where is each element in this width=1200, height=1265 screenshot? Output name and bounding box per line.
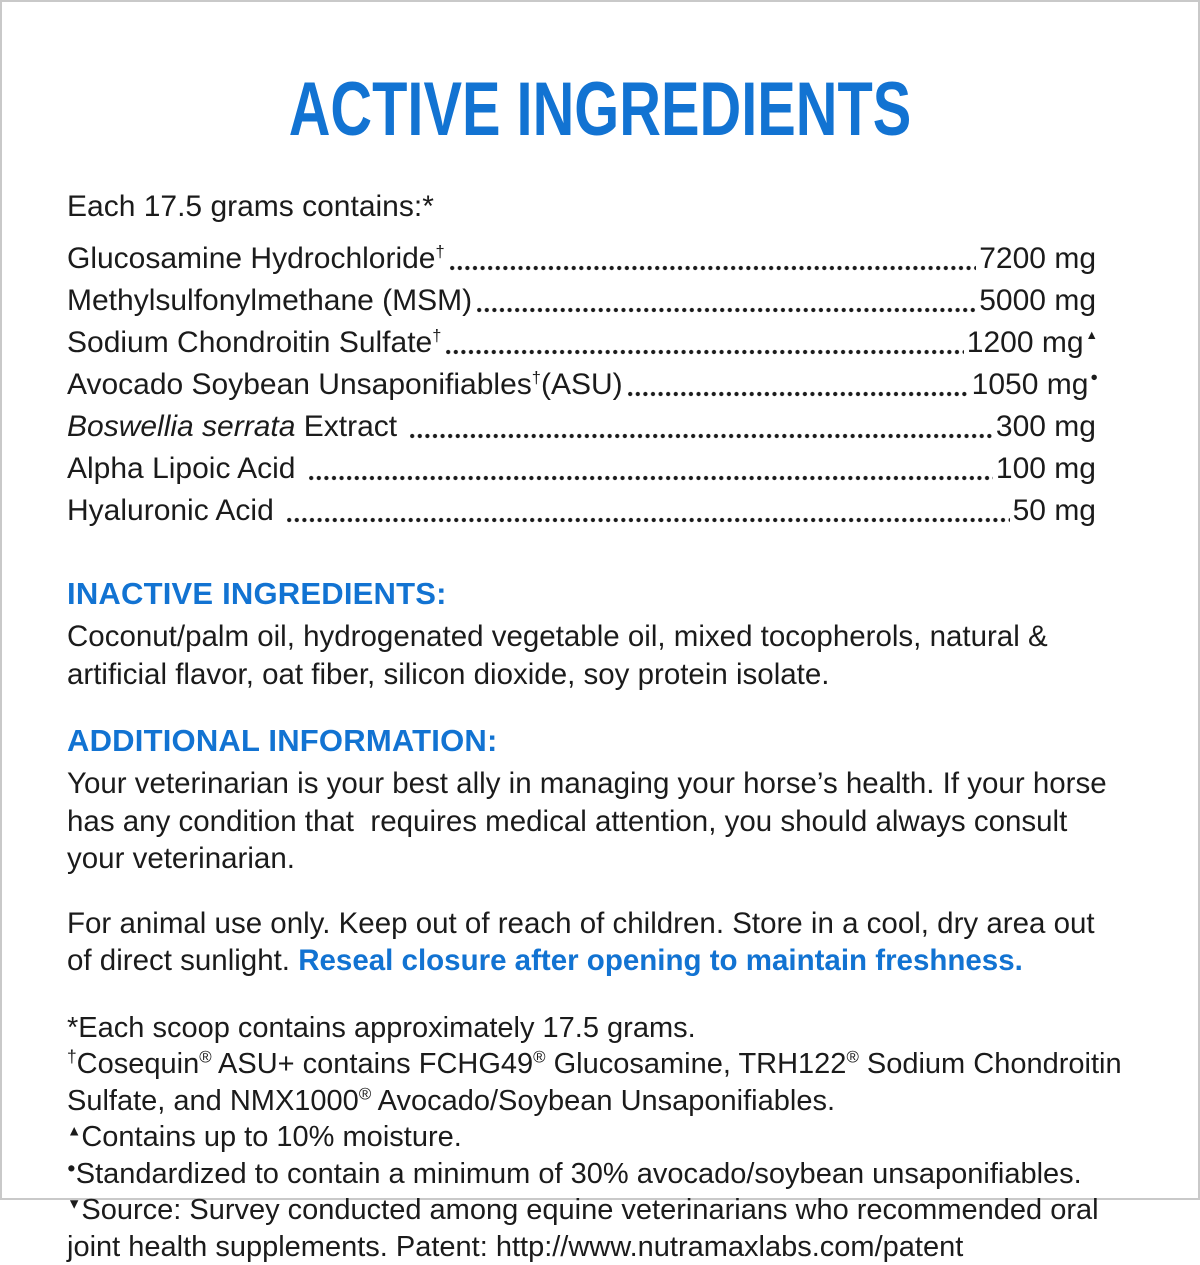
footnote-marker: ▲: [67, 1123, 81, 1139]
ingredient-row: [67, 238, 1098, 280]
footnote-marker: †: [67, 1046, 77, 1066]
ingredient-name: Hyaluronic Acid: [67, 490, 282, 532]
footnote-trademarks: †Cosequin® ASU+ contains FCHG49® Glucosamine, TRH122® Sodium Chondroitin Sulfate, and NMX1000® Avocado/Soybean Unsaponifiables.: [67, 1046, 1126, 1119]
page-title: ACTIVE INGREDIENTS: [146, 72, 1055, 148]
additional-information-body: Your veterinarian is your best ally in managing your horse’s health. If your horse has any condition that requires medical attention, you should always consult your veterinarian.: [67, 765, 1126, 878]
footnote-marker: ●: [67, 1160, 76, 1176]
footnote-standardized: ●Standardized to contain a minimum of 30% avocado/soybean unsaponifiables.: [67, 1156, 1126, 1193]
usage-warning-text: For animal use only. Keep out of reach of children. Store in a cool, dry area out of direct sunlight.: [67, 907, 1103, 978]
ingredient-row: [67, 322, 1098, 364]
ingredient-name: Alpha Lipoic Acid: [67, 448, 304, 490]
ingredient-amount: 5000 mg: [979, 280, 1098, 322]
ingredient-row: [67, 280, 1098, 322]
ingredient-amount: 100 mg: [996, 448, 1098, 490]
ingredient-name: Glucosamine Hydrochloride†: [67, 238, 445, 280]
ingredient-amount: 1050 mg ●: [972, 364, 1098, 406]
ingredient-row: [67, 364, 1098, 406]
active-ingredients-list: [67, 238, 1126, 532]
ingredient-amount: 7200 mg: [979, 238, 1098, 280]
additional-information-heading: ADDITIONAL INFORMATION:: [67, 723, 1126, 759]
inactive-ingredients-body: Coconut/palm oil, hydrogenated vegetable oil, mixed tocopherols, natural & artificial flavor, oat fiber, silicon dioxide, soy protein isolate.: [67, 618, 1126, 693]
dot-leader: [446, 349, 963, 355]
ingredient-row: [67, 448, 1098, 490]
dot-leader: [477, 307, 976, 313]
dot-leader: [410, 433, 992, 439]
ingredient-row: [67, 490, 1098, 532]
ingredient-name: Avocado Soybean Unsaponifiables†(ASU): [67, 364, 623, 406]
footnote-marker: ▼: [67, 1196, 81, 1212]
footnote-moisture: ▲Contains up to 10% moisture.: [67, 1119, 1126, 1156]
dot-leader: [628, 391, 969, 397]
footnote-source-patent: ▼Source: Survey conducted among equine veterinarians who recommended oral joint health supplements. Patent: http://www.nutramaxlabs.com/patent: [67, 1192, 1126, 1265]
ingredient-amount: 50 mg: [1013, 490, 1098, 532]
ingredient-name: Boswellia serrata Extract: [67, 406, 405, 448]
ingredient-name: Sodium Chondroitin Sulfate†: [67, 322, 441, 364]
dot-leader: [450, 265, 977, 271]
dot-leader: [287, 517, 1010, 523]
ingredient-name: Methylsulfonylmethane (MSM): [67, 280, 472, 322]
footnote-marker: *: [67, 1012, 78, 1044]
inactive-ingredients-heading: INACTIVE INGREDIENTS:: [67, 576, 1126, 612]
footnotes-block: [67, 1010, 1126, 1265]
footnote-scoop: *Each scoop contains approximately 17.5 grams.: [67, 1010, 1126, 1047]
serving-size-line: Each 17.5 grams contains:*: [67, 190, 1126, 224]
ingredient-amount: 1200 mg ▲: [967, 322, 1098, 364]
dot-leader: [309, 475, 993, 481]
ingredient-amount: 300 mg: [996, 406, 1098, 448]
usage-warning: [67, 905, 1126, 980]
ingredient-row: [67, 406, 1098, 448]
reseal-notice: Reseal closure after opening to maintain freshness.: [298, 944, 1023, 977]
label-content: [2, 190, 1198, 1265]
